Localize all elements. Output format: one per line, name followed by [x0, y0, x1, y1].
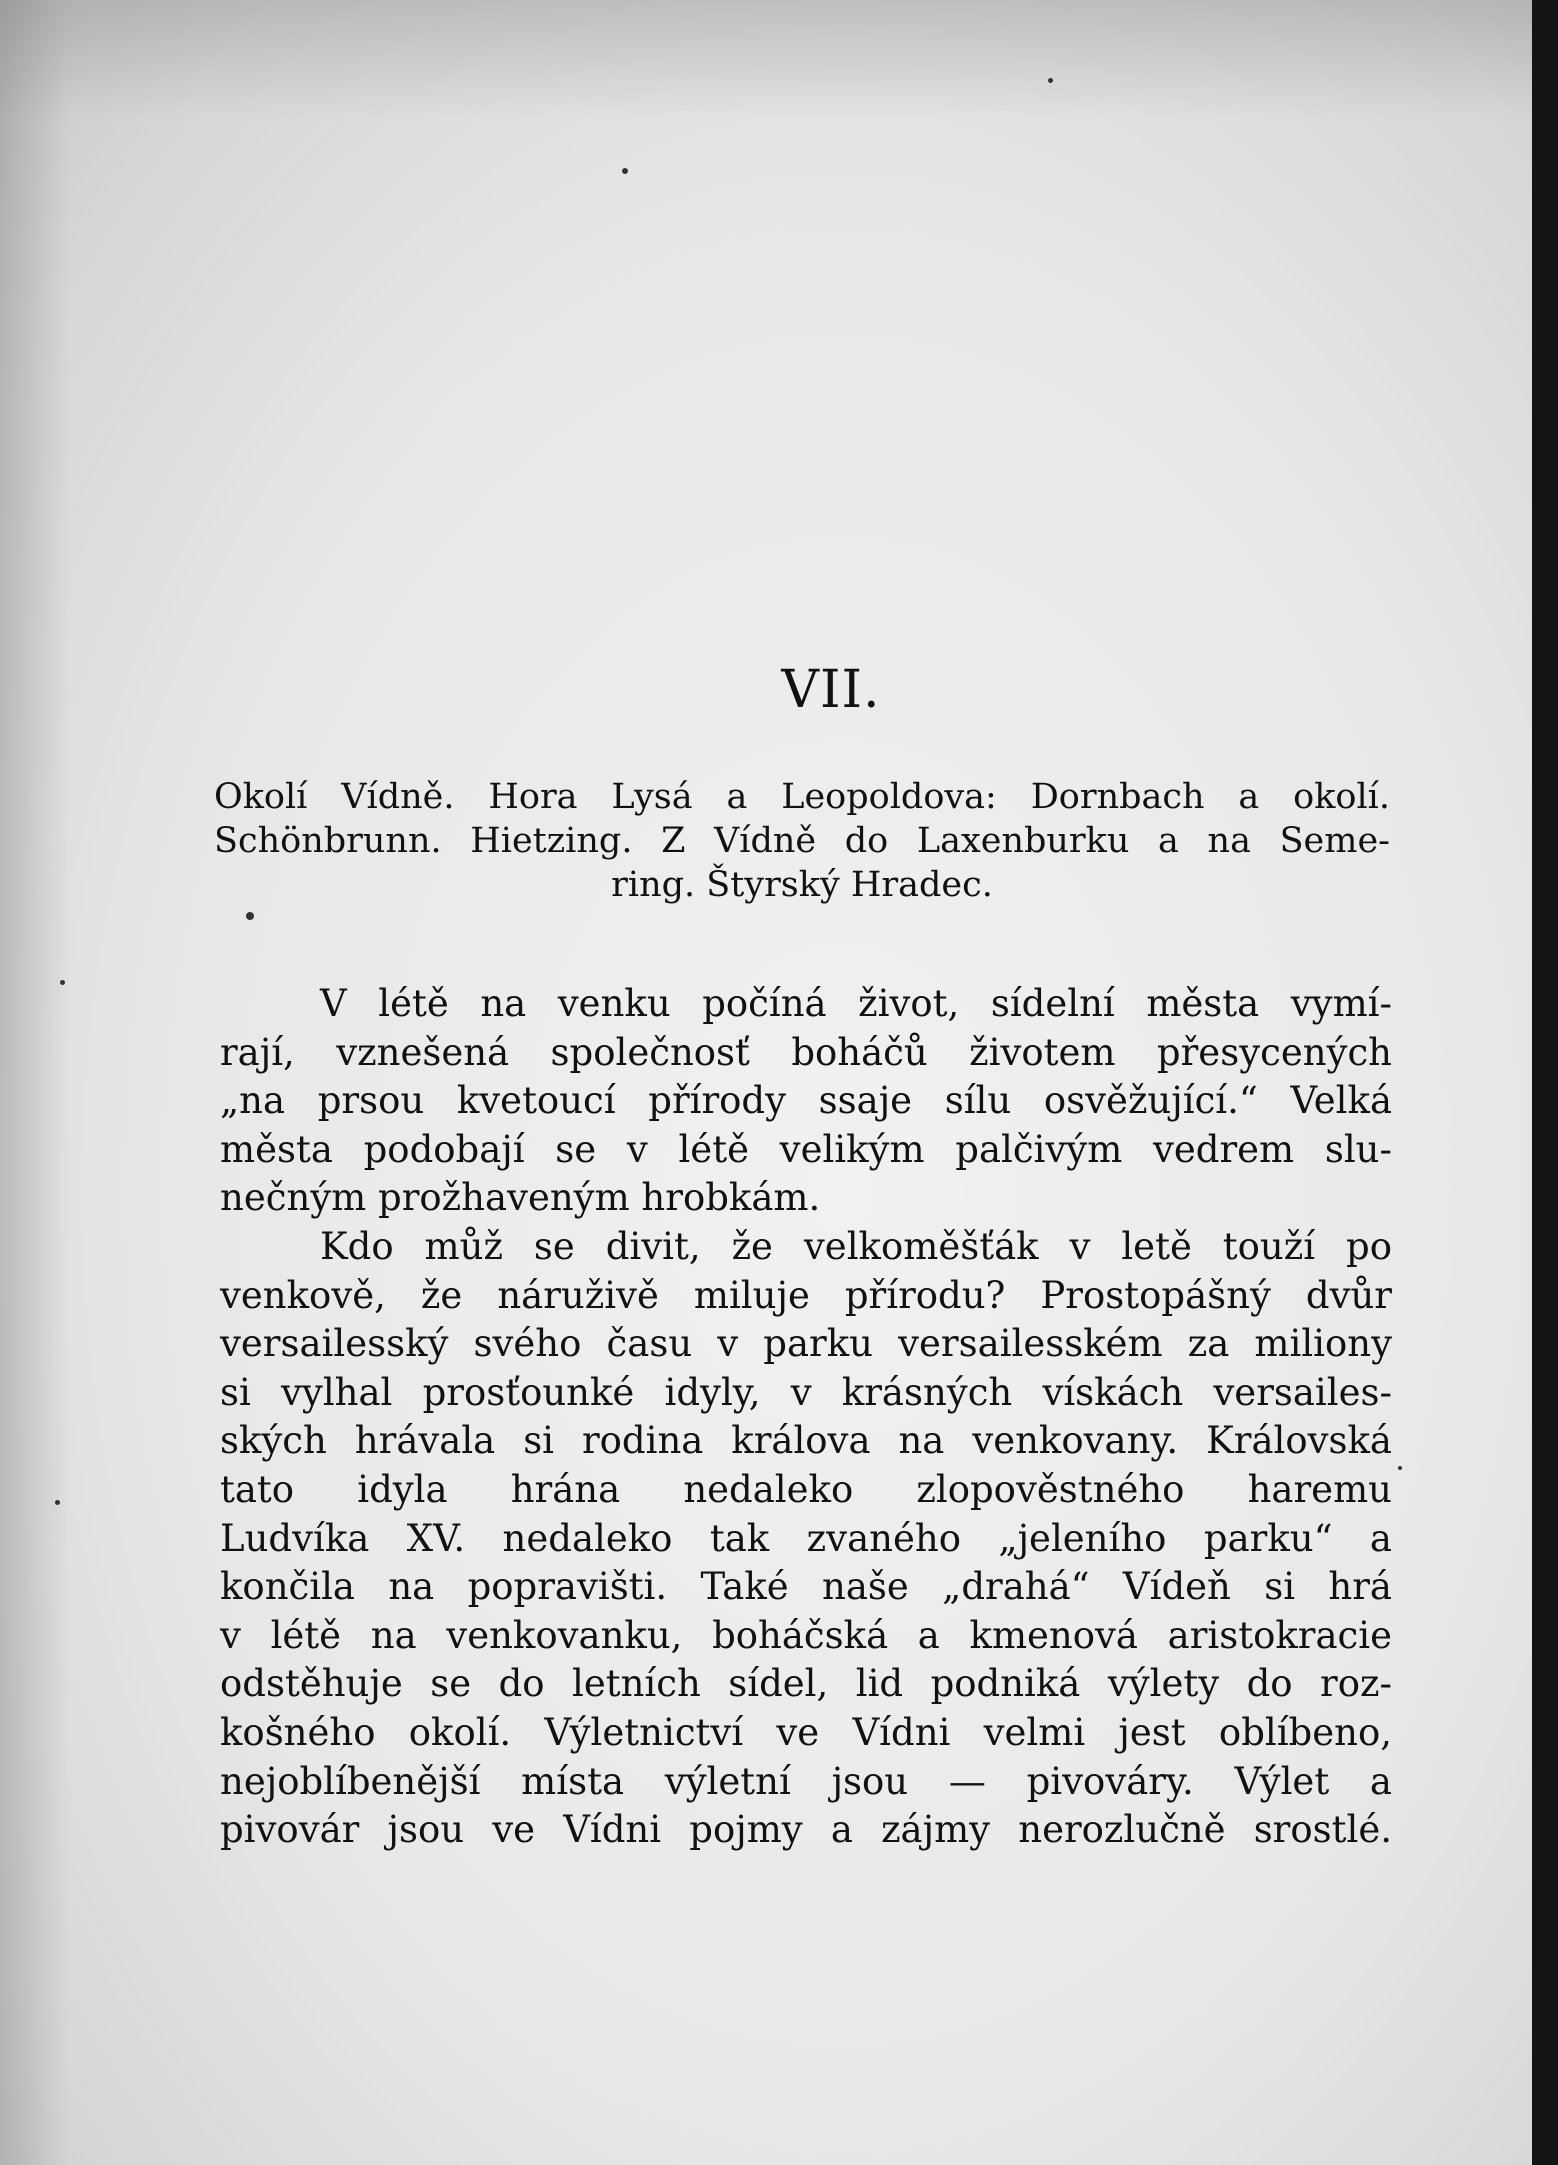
paragraph-1-line: města podobají se v létě velikým palčivým vedrem slu- — [220, 1127, 1392, 1171]
scan-speck — [1048, 78, 1053, 83]
scan-speck — [1398, 1466, 1402, 1470]
body-text — [220, 980, 1392, 1855]
paragraph-2-line: venkově, že náruživě miluje přírodu? Prostopášný dvůr — [220, 1273, 1392, 1317]
chapter-summary — [214, 775, 1390, 907]
paragraph-2-line: končila na popravišti. Také naše „drahá“ Vídeň si hrá — [220, 1565, 1392, 1609]
scan-speck — [246, 912, 254, 920]
paragraph-1-line: „na prsou kvetoucí přírody ssaje sílu osvěžující.“ Velká — [220, 1079, 1392, 1123]
scan-speck — [55, 1500, 60, 1505]
scan-top-shadow — [0, 0, 1532, 120]
paragraph-2-line: si vylhal prosťounké idyly, v krásných vískách versailes- — [220, 1370, 1392, 1414]
scan-speck — [622, 168, 628, 174]
scan-left-shadow — [0, 0, 70, 2165]
summary-line: Schönbrunn. Hietzing. Z Vídně do Laxenburku a na Seme- — [214, 821, 1390, 861]
paragraph-1-line: nečným prožhaveným hrobkám. — [220, 1176, 821, 1220]
paragraph-2-line: versailesský svého času v parku versailesském za miliony — [220, 1322, 1392, 1366]
paragraph-2-line: v létě na venkovanku, boháčská a kmenová aristokracie — [220, 1613, 1392, 1657]
summary-line: Okolí Vídně. Hora Lysá a Leopoldova: Dornbach a okolí. — [214, 777, 1390, 817]
paragraph-2-line: ských hrávala si rodina králova na venkovany. Královská — [220, 1419, 1392, 1463]
scan-speck — [60, 980, 65, 985]
paragraph-2-line: odstěhuje se do letních sídel, lid podniká výlety do roz- — [220, 1662, 1392, 1706]
paragraph-2-line: košného okolí. Výletnictví ve Vídni velmi jest oblíbeno, — [220, 1710, 1392, 1754]
book-binding-edge — [1532, 0, 1558, 2165]
summary-line: ring. Štyrský Hradec. — [611, 865, 993, 905]
paragraph-1-line: V létě na venku počíná život, sídelní města vymí- — [320, 982, 1392, 1025]
paragraph-2-line: Ludvíka XV. nedaleko tak zvaného „jeleního parku“ a — [220, 1516, 1392, 1560]
paragraph-1-line: rají, vznešená společnosť boháčů životem přesycených — [220, 1030, 1392, 1074]
paragraph-2-line: pivovár jsou ve Vídni pojmy a zájmy nerozlučně srostlé. — [220, 1808, 1392, 1852]
paragraph-2-line: Kdo můž se divit, že velkoměšťák v letě touží po — [320, 1224, 1392, 1268]
chapter-heading: VII. — [781, 660, 881, 720]
paragraph-2-line: tato idyla hrána nedaleko zlopověstného haremu — [220, 1467, 1392, 1511]
paragraph-2-line: nejoblíbenější místa výletní jsou — pivováry. Výlet a — [220, 1759, 1392, 1803]
